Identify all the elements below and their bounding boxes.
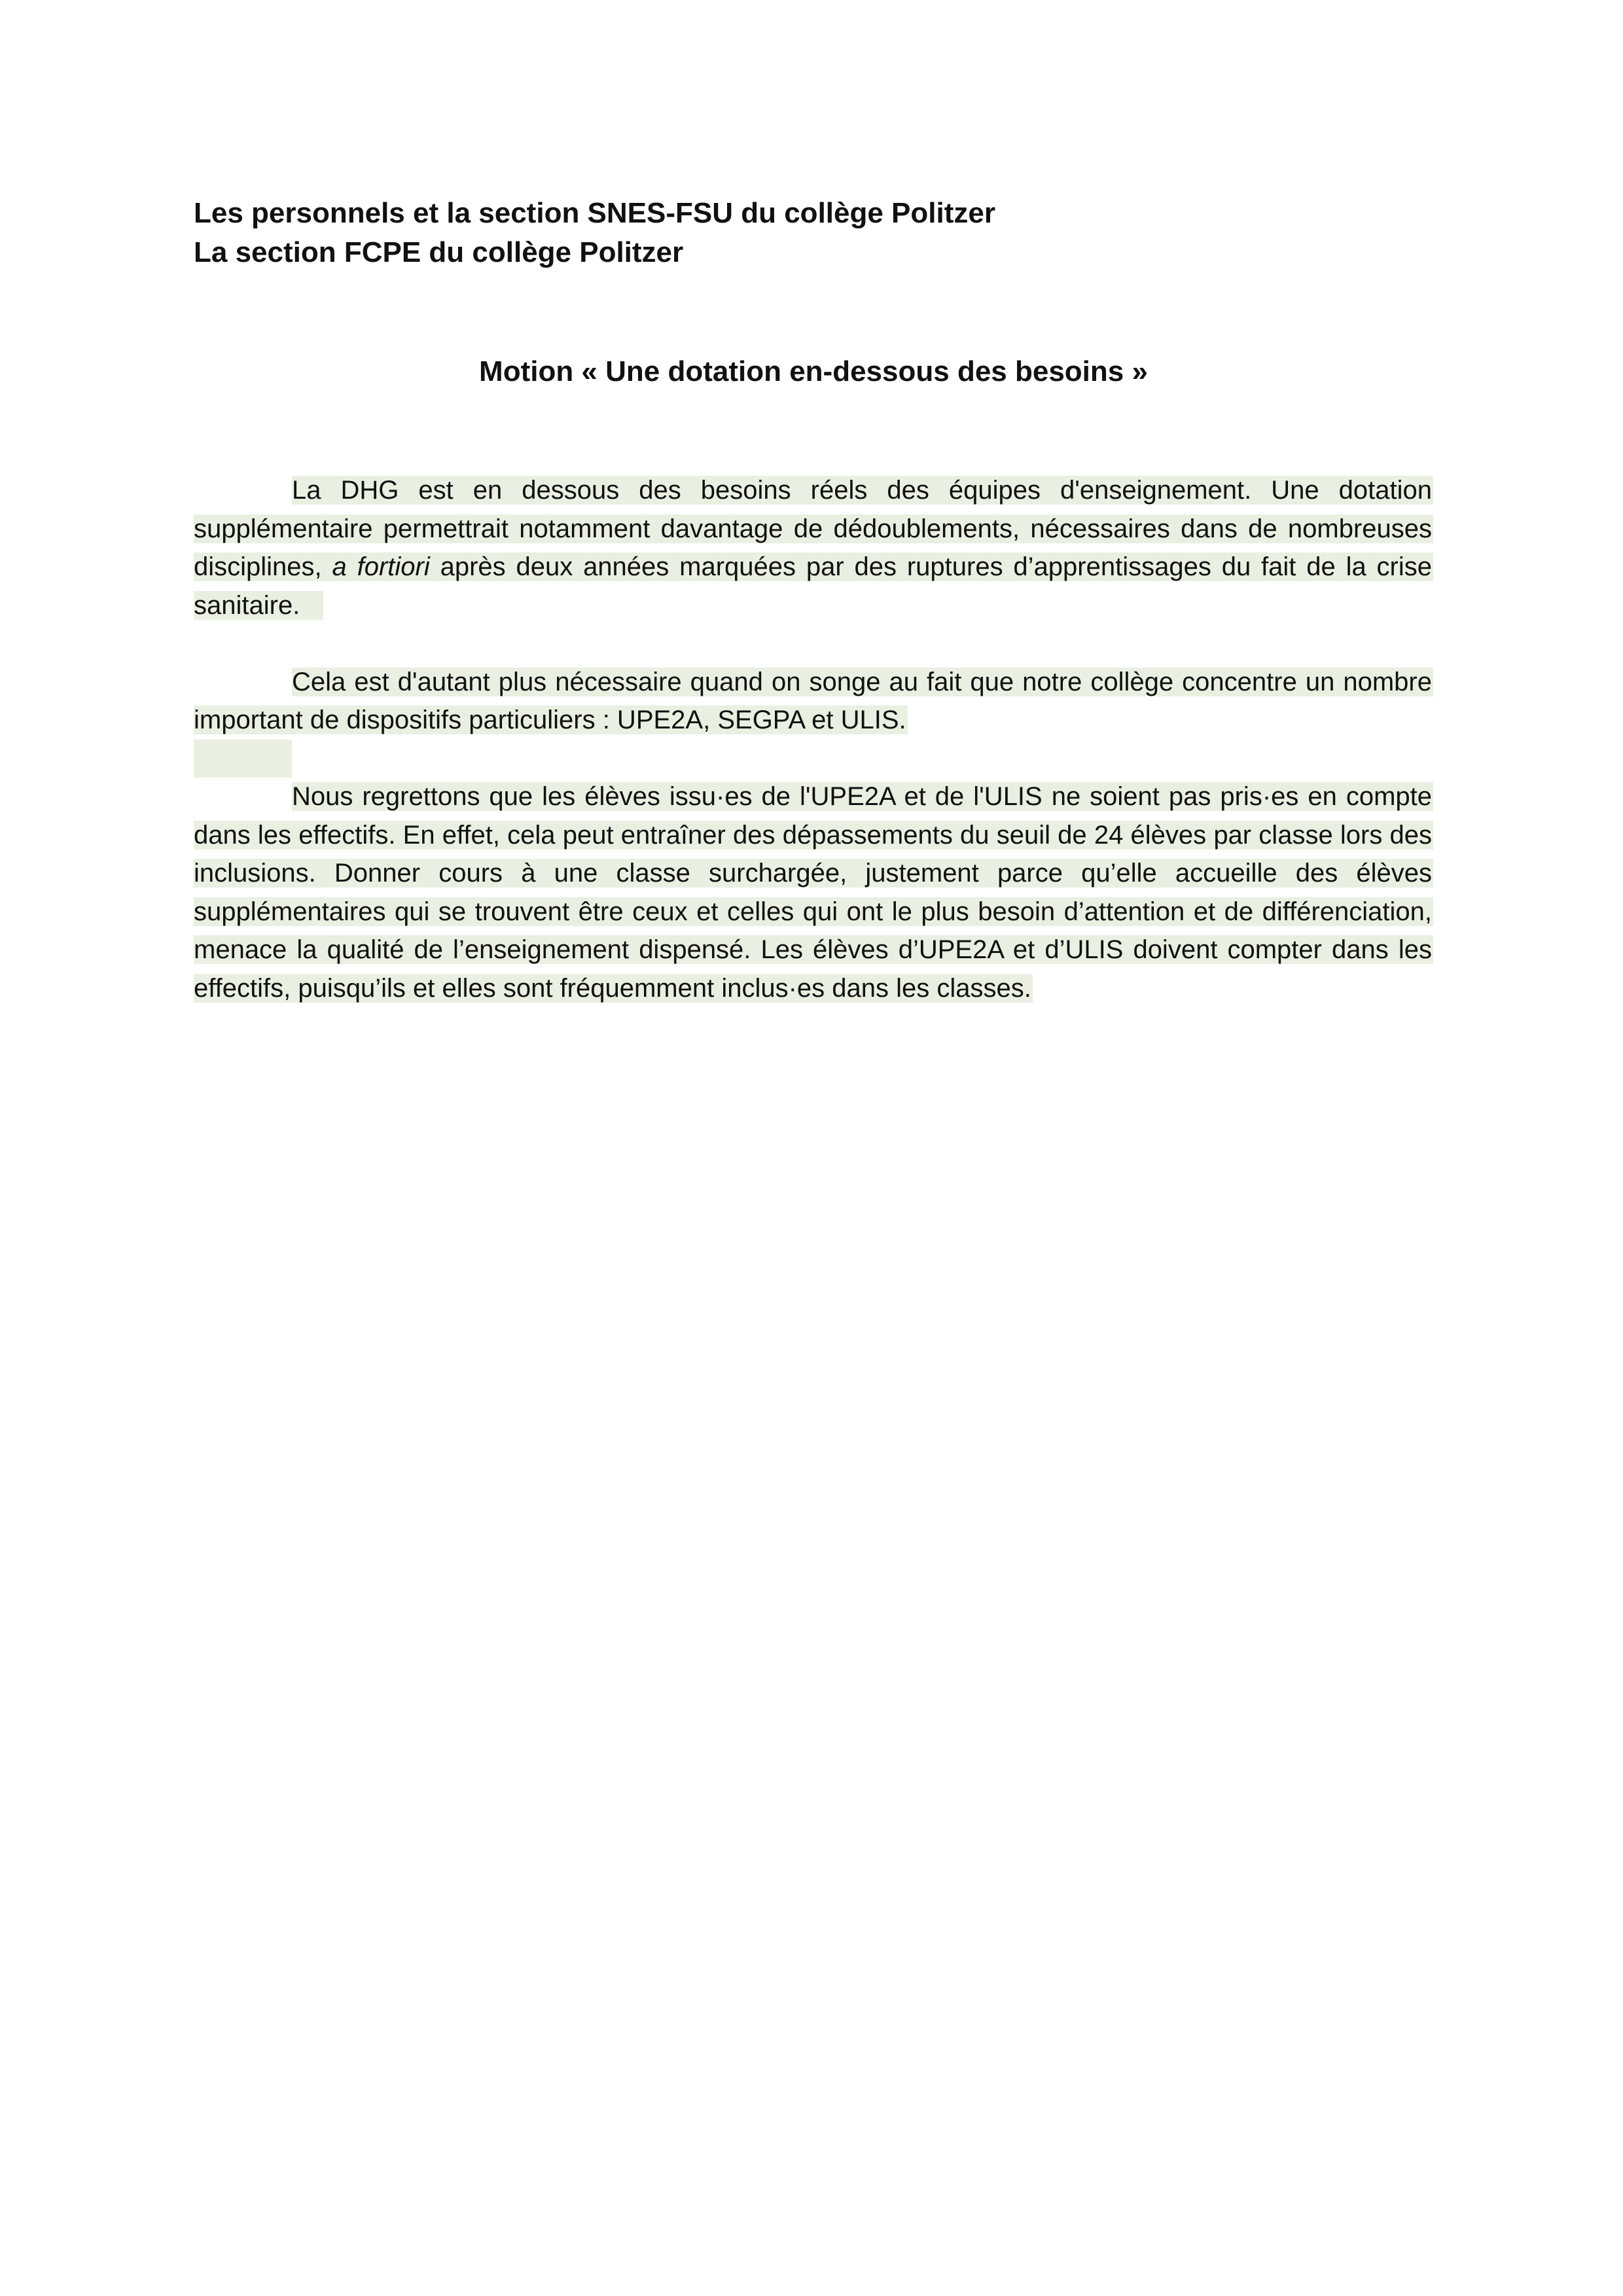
- empty-highlighted-line: [194, 740, 1433, 778]
- paragraph-2: [194, 663, 1433, 740]
- sender-line-snes: Les personnels et la section SNES-FSU du collège Politzer: [194, 197, 995, 229]
- paragraph-spacer: [194, 624, 1433, 663]
- paragraph-2-text: Cela est d'autant plus nécessaire quand on songe au fait que notre collège concentre un nombre important de dispositifs particuliers : UPE2A, SEGPA et ULIS.: [194, 667, 1432, 734]
- empty-line-highlight: [194, 740, 292, 778]
- paragraph-1: [194, 471, 1433, 624]
- paragraph-1-trailing: [300, 591, 321, 620]
- motion-title: Motion « Une dotation en-dessous des besoins »: [479, 355, 1148, 387]
- paragraph-1-text-end: après deux années marquées par des ruptures d’apprentissages du fait de la crise sanitaire.: [194, 552, 1433, 620]
- paragraph-1-text-start: La DHG est en dessous des besoins réels des équipes d'enseignement. Une dotation supplémentaire permettrait notamment davantage de dédoublements, nécessaires dans de nombreuses disciplines,: [194, 476, 1432, 581]
- paragraph-1-highlight: [194, 476, 1433, 620]
- sender-block: [194, 194, 1437, 272]
- paragraph-3: [194, 778, 1433, 1007]
- motion-body: [194, 471, 1433, 1007]
- paragraph-3-text: Nous regrettons que les élèves issu·es de l'UPE2A et de l'ULIS ne soient pas pris·es en compte dans les effectifs. En effet, cela peut entraîner des dépassements du seuil de 24 élèves par classe lors des inclusions. Donner cours à une classe surchargée, justement parce qu’elle accueille des élèves supplémentaires qui se trouvent être ceux et celles qui ont le plus besoin d’attention et de différenciation, menace la qualité de l’enseignement dispensé. Les élèves d’UPE2A et d’ULIS doivent compter dans les effectifs, puisqu’ils et elles sont fréquemment inclus·es dans les classes.: [194, 782, 1432, 1003]
- sender-line-fcpe: La section FCPE du collège Politzer: [194, 236, 684, 268]
- paragraph-1-italic: a fortiori: [332, 552, 430, 581]
